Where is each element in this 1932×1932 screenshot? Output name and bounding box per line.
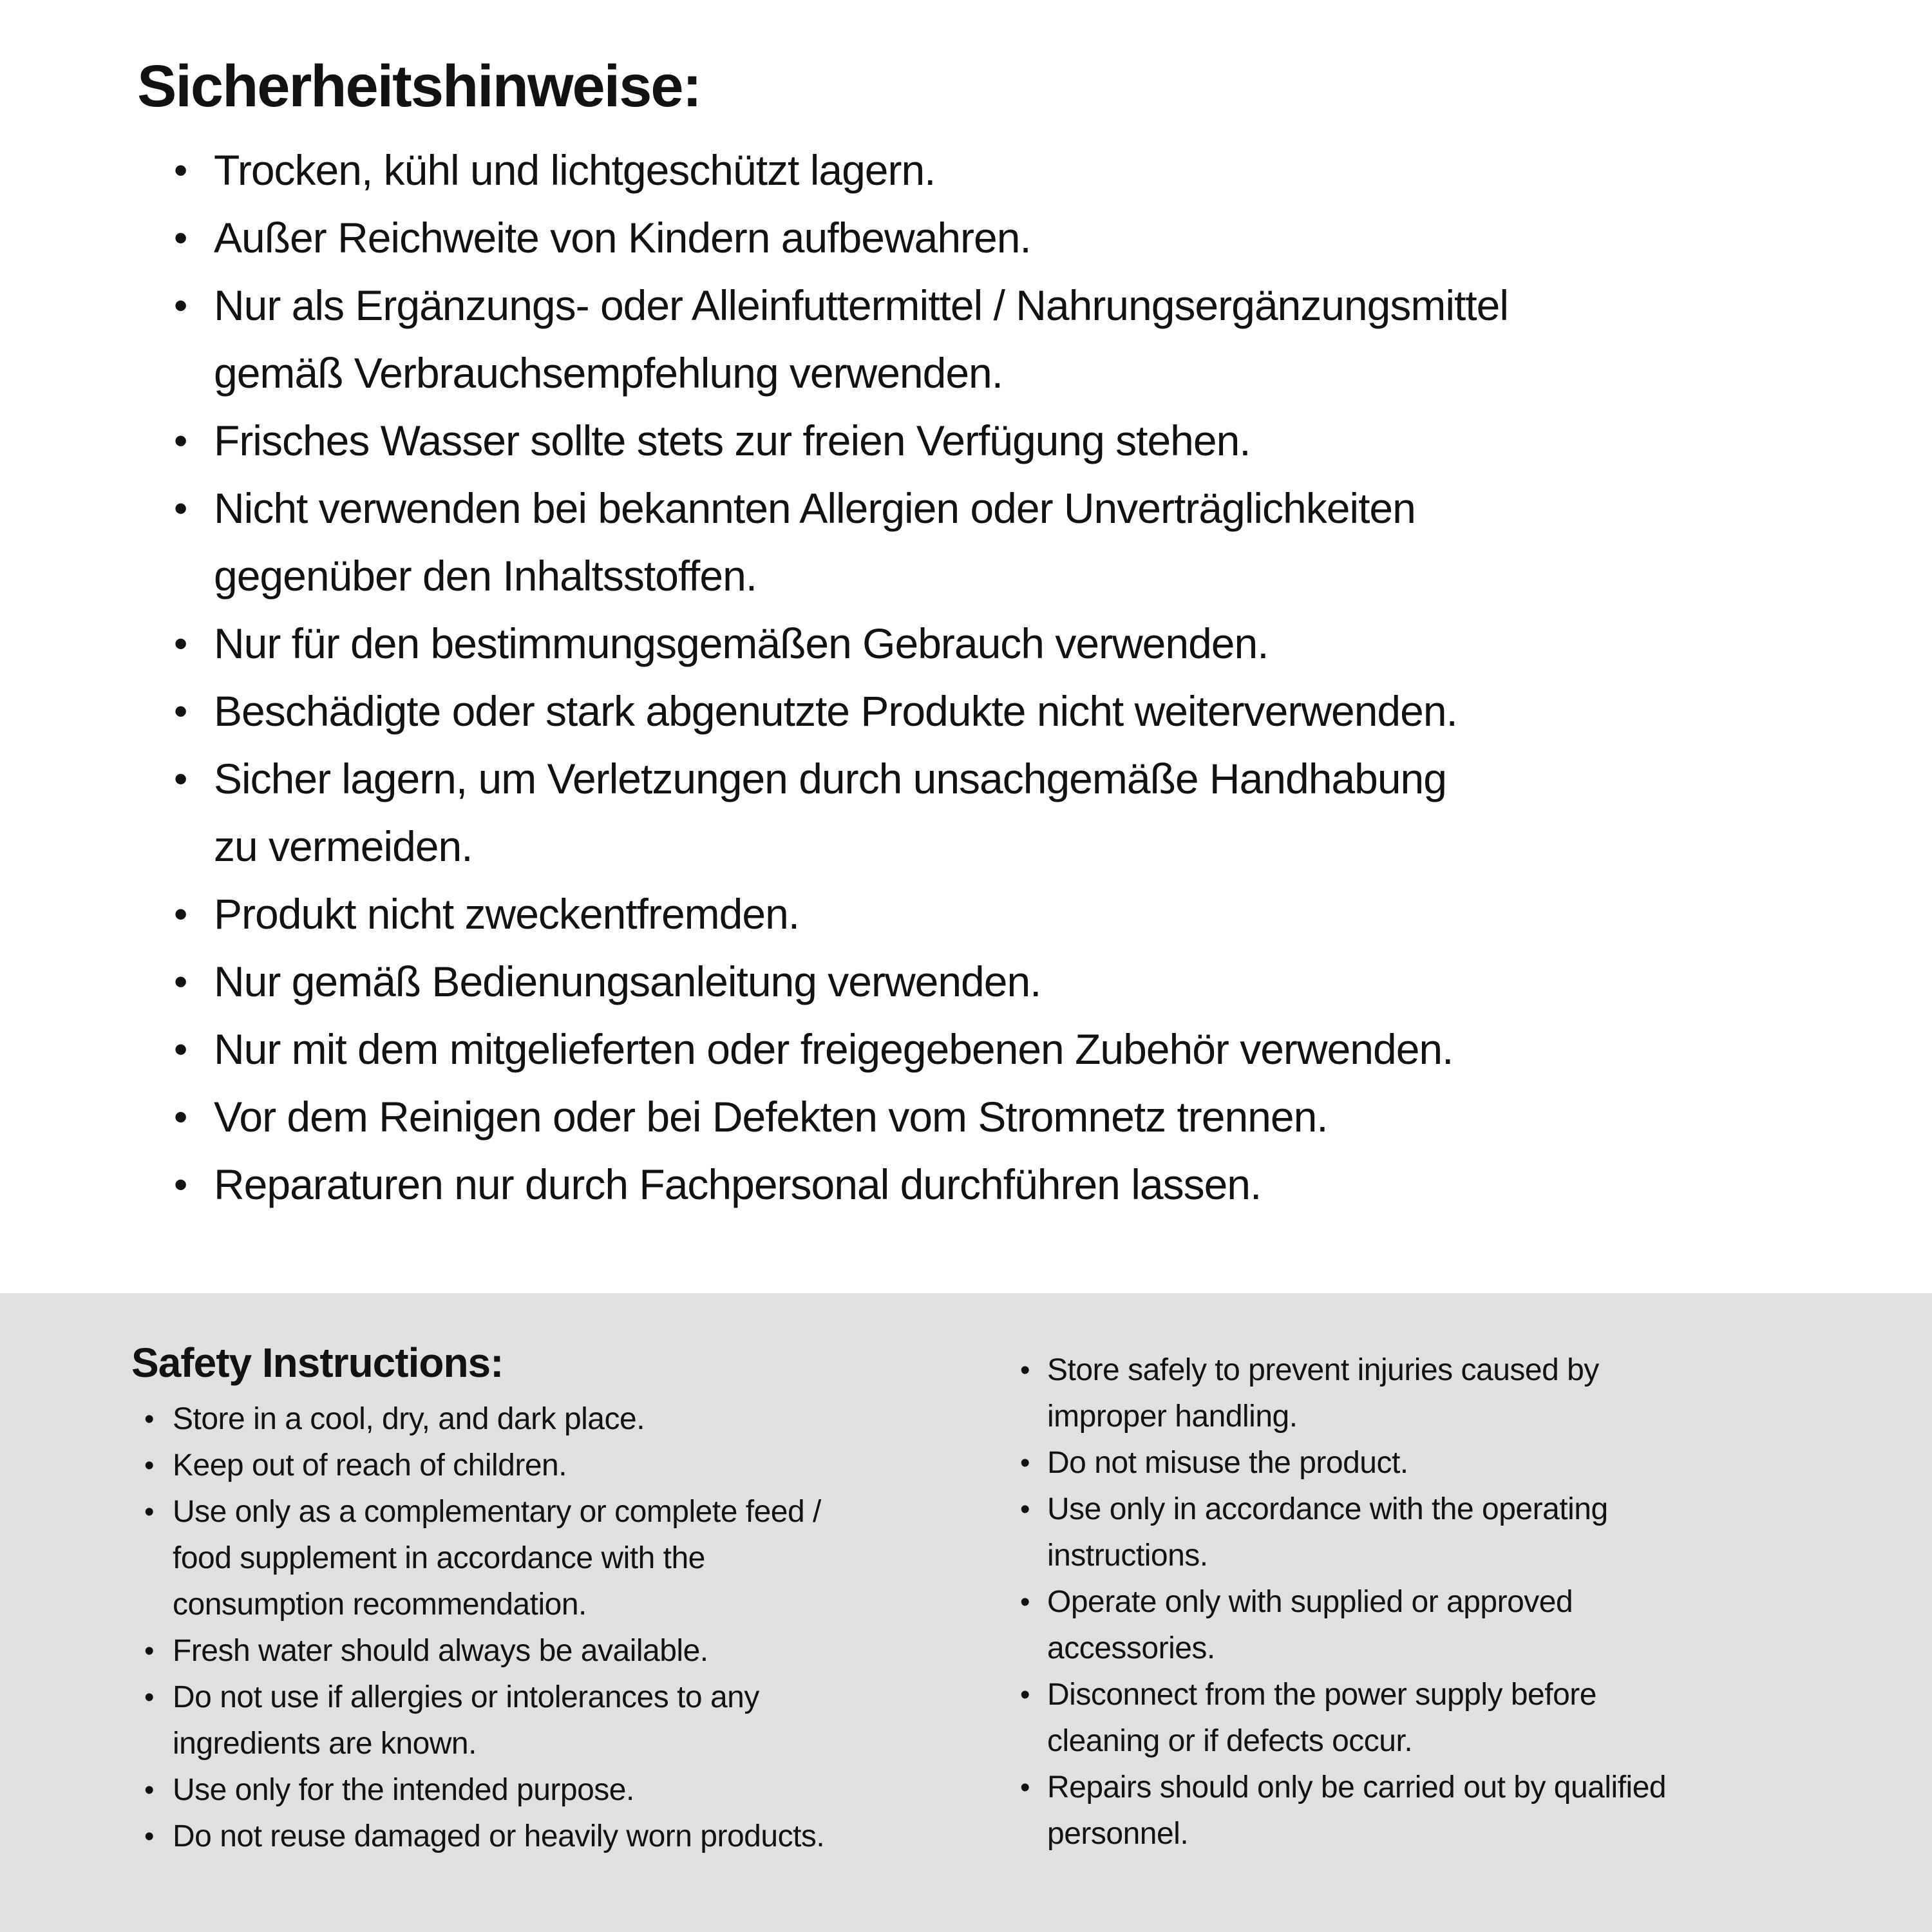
list-item-text: Use only as a complementary or complete feed /	[173, 1495, 821, 1529]
list-item-text: Use only in accordance with the operating	[1047, 1492, 1608, 1526]
list-item-text: Do not use if allergies or intolerances to any	[173, 1680, 759, 1714]
list-item-text: personnel.	[1047, 1817, 1189, 1851]
bullet-marker: •	[174, 960, 187, 1003]
bullet-marker: •	[144, 1681, 154, 1713]
list-item	[0, 1083, 1932, 1151]
list-item-text: Nur mit dem mitgelieferten oder freigegebenen Zubehör verwenden.	[214, 1025, 1454, 1073]
list-item-text: Repairs should only be carried out by qualified	[1047, 1770, 1667, 1804]
list-item	[0, 1347, 1932, 1394]
list-item-text: instructions.	[1047, 1539, 1208, 1573]
list-item-continuation	[0, 1625, 1932, 1672]
bullet-marker: •	[1020, 1679, 1030, 1710]
bullet-marker: •	[174, 757, 187, 800]
list-item-text: Sicher lagern, um Verletzungen durch unsachgemäße Handhabung	[214, 755, 1446, 802]
list-item	[0, 1440, 1932, 1486]
list-item-continuation	[0, 1394, 1932, 1440]
list-item-text: Keep out of reach of children.	[173, 1448, 567, 1482]
english-safety-section	[0, 1293, 1932, 1932]
list-item-text: Store safely to prevent injuries caused by	[1047, 1353, 1599, 1387]
bullet-marker: •	[174, 148, 187, 192]
bullet-marker: •	[144, 1774, 154, 1806]
list-item-text: Nur als Ergänzungs- oder Alleinfuttermittel / Nahrungsergänzungsmittel	[214, 281, 1509, 329]
english-right-column	[0, 1347, 1932, 1857]
list-item-text: Nur für den bestimmungsgemäßen Gebrauch verwenden.	[214, 620, 1269, 667]
list-item-text: Frisches Wasser sollte stets zur freien Verfügung stehen.	[214, 417, 1251, 464]
list-item-text: Trocken, kühl und lichtgeschützt lagern.	[214, 146, 936, 194]
german-bullet-list	[0, 137, 1932, 1218]
list-item-text: food supplement in accordance with the	[173, 1541, 705, 1575]
bullet-marker: •	[174, 283, 187, 327]
list-item-text: Fresh water should always be available.	[173, 1634, 708, 1668]
bullet-marker: •	[174, 621, 187, 665]
list-item-text: Operate only with supplied or approved	[1047, 1585, 1573, 1619]
list-item-text: Do not reuse damaged or heavily worn products.	[173, 1819, 825, 1853]
bullet-marker: •	[174, 689, 187, 733]
list-item	[0, 610, 1932, 677]
list-item-continuation	[0, 542, 1932, 610]
list-item-text: gegenüber den Inhaltsstoffen.	[214, 552, 757, 600]
list-item	[0, 677, 1932, 745]
list-item	[0, 880, 1932, 948]
list-item-text: gemäß Verbrauchsempfehlung verwenden.	[214, 349, 1003, 397]
list-item-continuation	[0, 813, 1932, 880]
list-item	[0, 1579, 1932, 1625]
list-item-text: Use only for the intended purpose.	[173, 1773, 634, 1807]
list-item-text: Do not misuse the product.	[1047, 1446, 1408, 1480]
bullet-marker: •	[1020, 1586, 1030, 1618]
list-item-text: zu vermeiden.	[214, 822, 473, 870]
list-item	[0, 1151, 1932, 1218]
list-item	[0, 745, 1932, 813]
bullet-marker: •	[144, 1403, 154, 1435]
german-section-title: Sicherheitshinweise:	[137, 53, 701, 119]
bullet-marker: •	[174, 1095, 187, 1139]
list-item	[0, 1486, 1932, 1533]
list-item	[0, 1016, 1932, 1083]
list-item-text: Reparaturen nur durch Fachpersonal durchführen lassen.	[214, 1160, 1262, 1208]
bullet-marker: •	[1020, 1493, 1030, 1525]
list-item	[0, 272, 1932, 339]
bullet-marker: •	[1020, 1354, 1030, 1386]
list-item-text: Produkt nicht zweckentfremden.	[214, 890, 800, 938]
list-item-text: Disconnect from the power supply before	[1047, 1678, 1596, 1712]
list-item-continuation	[0, 339, 1932, 407]
list-item-continuation	[0, 1718, 1932, 1765]
bullet-marker: •	[174, 1027, 187, 1071]
list-item-text: Nicht verwenden bei bekannten Allergien oder Unverträglichkeiten	[214, 484, 1416, 532]
bullet-marker: •	[144, 1635, 154, 1667]
list-item	[0, 407, 1932, 475]
bullet-marker: •	[174, 486, 187, 530]
bullet-marker: •	[144, 1450, 154, 1481]
list-item	[0, 475, 1932, 542]
bullet-marker: •	[174, 216, 187, 260]
bullet-marker: •	[174, 1162, 187, 1206]
list-item	[0, 1672, 1932, 1718]
list-item-text: Nur gemäß Bedienungsanleitung verwenden.	[214, 958, 1041, 1005]
list-item-text: Außer Reichweite von Kindern aufbewahren.	[214, 214, 1031, 261]
bullet-marker: •	[174, 419, 187, 462]
english-section-title: Safety Instructions:	[131, 1340, 504, 1386]
list-item-text: Beschädigte oder stark abgenutzte Produkte nicht weiterverwenden.	[214, 687, 1457, 735]
list-item-continuation	[0, 1533, 1932, 1579]
list-item-text: Store in a cool, dry, and dark place.	[173, 1402, 645, 1436]
bullet-marker: •	[144, 1821, 154, 1852]
list-item-text: accessories.	[1047, 1631, 1215, 1665]
list-item-continuation	[0, 1811, 1932, 1857]
list-item	[0, 137, 1932, 204]
bullet-marker: •	[144, 1496, 154, 1528]
list-item-text: ingredients are known.	[173, 1727, 477, 1761]
list-item	[0, 204, 1932, 272]
list-item-text: consumption recommendation.	[173, 1587, 587, 1622]
list-item-text: Vor dem Reinigen oder bei Defekten vom Stromnetz trennen.	[214, 1093, 1328, 1141]
list-item-text: cleaning or if defects occur.	[1047, 1724, 1413, 1758]
bullet-marker: •	[1020, 1447, 1030, 1479]
bullet-marker: •	[174, 892, 187, 936]
list-item	[0, 948, 1932, 1016]
list-item	[0, 1765, 1932, 1811]
list-item-text: improper handling.	[1047, 1399, 1298, 1434]
bullet-marker: •	[1020, 1772, 1030, 1803]
